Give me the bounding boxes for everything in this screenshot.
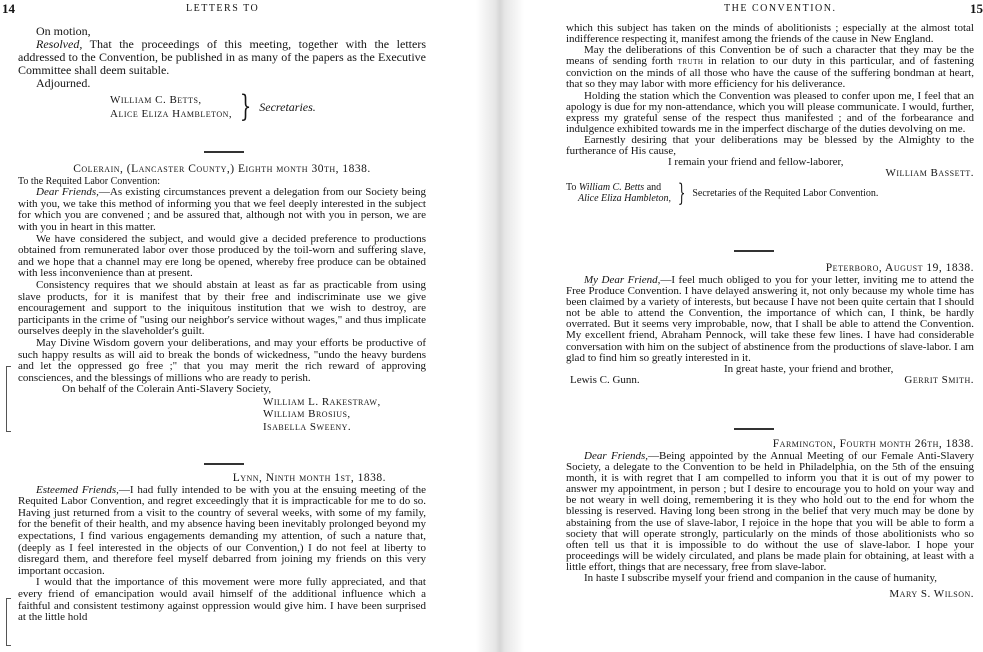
smith-letter — [566, 262, 974, 386]
emphasized-word: truth — [677, 57, 704, 68]
on-behalf-line: On behalf of the Colerain Anti-Slavery Society, — [62, 383, 272, 396]
brace-glyph: } — [677, 179, 686, 208]
signer-name: William Brosius, — [263, 408, 351, 421]
running-head: THE CONVENTION. — [724, 3, 837, 14]
signer-name: Isabella Sweeny. — [263, 420, 352, 433]
letter-salutation: My Dear Friend, — [584, 274, 661, 286]
bassett-letter — [566, 22, 974, 208]
letter-paragraph: I would that the importance of this movement were more fully appreciated, and that every friend of emancipation would avail himself of the additional influence which a faithful and consistent testimony against oppression would give him. I have been surprised at the little hold — [18, 576, 426, 624]
letter-dateline: Lynn, Ninth month 1st, 1838. — [232, 472, 386, 484]
letter-signature: Mary S. Wilson. — [889, 588, 974, 601]
secretary-name: William C. Betts, — [110, 94, 202, 106]
resolution — [18, 38, 426, 77]
colerain-letter — [18, 164, 426, 433]
minutes-section — [18, 25, 426, 124]
on-motion: On motion, — [36, 24, 91, 38]
secretaries-label: Secretaries. — [259, 99, 316, 114]
letter-paragraph: We have considered the subject, and would give a decided preference to productions obtained from remunerated labor over those produced by the toil-worn and suffering slave, and we hope that a channel may ere long be opened, whereby free produce can be obtained with less inconvenience than at present. — [18, 232, 426, 280]
secretaries-block — [110, 89, 426, 124]
page-number: 15 — [970, 1, 983, 16]
left-page — [0, 0, 476, 652]
letter-dateline: Peterboro, August 19, 1838. — [825, 262, 974, 274]
letter-paragraph: Esteemed Friends,—I had fully intended to be with you at the ensuing meeting of the Requited Labor Convention, and regret exceedingly that it is impracticable for me to do so. Having just returned from a visit to the country of several weeks, with some of my family, for the benefit of their health, and my absence having been inevitably prolonged beyond my expectations, I find various engagements demanding my attention, of such a nature that, (deeply as I feel interested in the objects of our Convention,) I do not feel at liberty to disregard them, and therefore feel myself debarred from joining my friends on this very important occasion. — [18, 483, 426, 577]
section-rule — [204, 151, 244, 153]
page-number: 14 — [2, 1, 15, 16]
recipient-name: William C. Betts — [578, 182, 645, 194]
letter-addressee: To the Requited Labor Convention: — [18, 175, 161, 187]
running-head: LETTERS TO — [186, 3, 260, 14]
letter-closing: In great haste, your friend and brother, — [724, 362, 894, 375]
letter-paragraph: May Divine Wisdom govern your deliberations, and may your efforts be productive of such happy results as will aid to break the bonds of wickedness, "undo the heavy burdens and let the oppressed go free ;" that you may merit the rich reward of approving consciences, and the blessings of millions who are ready to perish. — [18, 336, 426, 384]
letter-salutation: Dear Friends, — [36, 186, 99, 199]
margin-bracket-mark — [6, 598, 11, 646]
letter-paragraph: Holding the station which the Convention was pleased to confer upon me, I feel that an apology is due for my non-attendance, which you will please communicate. I would, further, express my grateful sense of the respect thus manifested ; and of the forbearance and indulgence exhibited towards me in the imperfect discharge of the duties devolving on me. — [566, 89, 974, 135]
recipients-title: Secretaries of the Requited Labor Convention. — [692, 187, 879, 199]
letter-salutation: Dear Friends, — [584, 450, 649, 462]
wilson-letter — [566, 438, 974, 600]
secretary-name: Alice Eliza Hambleton, — [110, 108, 233, 120]
letter-dateline: Colerain, (Lancaster County,) Eighth month 30th, 1838. — [73, 163, 371, 175]
recipient-name: Alice Eliza Hambleton, — [578, 193, 672, 205]
letter-recipient: Lewis C. Gunn. — [570, 373, 640, 386]
recipients-line: To William C. Betts and Alice Eliza Hambleton, } Secretaries of the Requited Labor Convention. — [566, 179, 879, 208]
letter-paragraph: In haste I subscribe myself your friend and companion in the cause of humanity, — [584, 572, 938, 585]
brace-glyph: } — [239, 89, 252, 124]
resolved-label: Resolved, — [36, 37, 83, 51]
letter-dateline: Farmington, Fourth month 26th, 1838. — [772, 438, 974, 450]
letter-paragraph: Consistency requires that we should abstain at least as far as practicable from using slave products, for it is manifest that by their free and indiscriminate use we give encouragement and support to the iniquitous institution that we wish to destroy, are participants in the crime of "using our neighbor's service without wages," and thus implicate ourselves deeply in the slaveholder's guilt. — [18, 278, 426, 338]
section-rule — [734, 250, 774, 252]
letter-closing: I remain your friend and fellow-laborer, — [668, 156, 844, 169]
signer-name: William L. Rakestraw, — [263, 395, 381, 408]
right-page — [524, 0, 983, 652]
margin-bracket-mark — [6, 366, 11, 432]
signers-block — [263, 396, 426, 434]
adjourned: Adjourned. — [36, 76, 91, 90]
signature-row — [566, 375, 974, 386]
section-rule — [734, 428, 774, 430]
lynn-letter — [18, 473, 426, 624]
letter-paragraph: May the deliberations of this Convention be of such a character that they may be the means of sending forth truth in relation to our duty in this particular, and of fastening conviction on the minds of all those who have the cause of the suffering bondman at heart, that so they may labor with more efficiency for his deliverance. — [566, 44, 974, 91]
letter-paragraph: which this subject has taken on the minds of abolitionists ; especially at the almost total indifference respecting it, manifest among the friends of the cause in New England. — [566, 22, 974, 46]
letter-paragraph: My Dear Friend,—I feel much obliged to you for your letter, inviting me to attend the Free Produce Convention. I have delayed answering it, not only because my whole time has been claimed by a variety of interests, but because I have not been quite certain that I should not be able to attend the Convention, the importance of which can, I think, be hardly overrated. But it seems very improbable, now, that I shall be able to attend the Convention. My excellent friend, Abraham Pennock, will take these few lines. I have had considerable conversation with him on the subject of abstinence from the productions of slave-labor. I am glad to find him so greatly interested in it. — [566, 274, 974, 364]
letter-paragraph: Dear Friends,—Being appointed by the Annual Meeting of our Female Anti-Slavery Society, a delegate to the Convention to be held in Philadelphia, on the 5th of the ensuing month, it is with regret that I am compelled to inform you that it is out of my power to answer my appointment, in person ; but I desire to encourage you to hold on your way and be not weary in well doing, remembering it is they who hold out to the end for whom the blessing is reserved. Having long been strong in the belief that very much may be done by abstaining from the use of slave-labor, I rejoice in the hope that you will be able to form a society that will operate strongly, particularly on the minds of those abolitionists who so often tell us that it is impossible to do without the use of slave-labor. I hope your proceedings will be widely circulated, and plans be made plain for obtaining, at least with a little effort, things that are necessary, free from slave-labor. — [566, 450, 974, 573]
letter-signature: Gerrit Smith. — [904, 373, 974, 386]
letter-salutation: Esteemed Friends, — [36, 483, 119, 496]
book-gutter — [476, 0, 524, 652]
letter-signature: William Bassett. — [885, 167, 974, 180]
section-rule — [204, 463, 244, 465]
letter-paragraph: Dear Friends,—As existing circumstances prevent a delegation from our Society being with you, we take this method of informing you that we feel deeply interested in the subject for which you are convened ; and be assured that, although not with you in person, we are with you in heart in this matter. — [18, 186, 426, 233]
letter-paragraph: Earnestly desiring that your deliberations may be blessed by the Almighty to the furtherance of His cause, — [566, 133, 974, 158]
resolution-text: That the proceedings of this meeting, together with the letters addressed to the Convention, be published in as many of the papers as the Executive Committee shall deem suitable. — [18, 37, 426, 77]
